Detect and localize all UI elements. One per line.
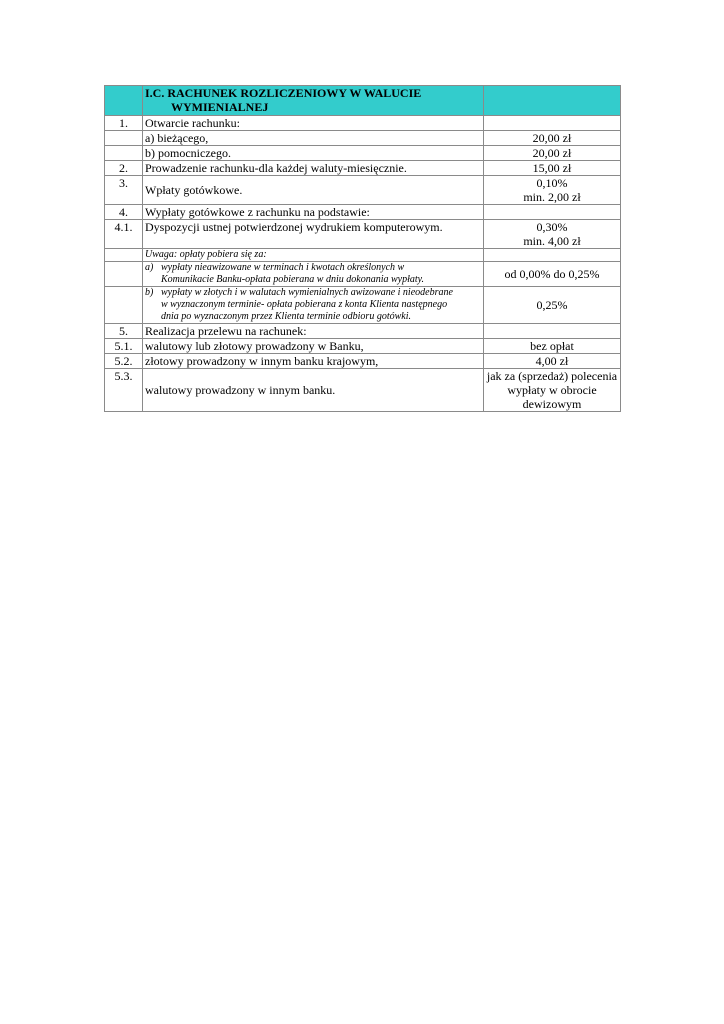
note-item-line: wypłaty nieawizowane w terminach i kwotach określonych w xyxy=(161,262,405,273)
note-item-row xyxy=(105,262,621,287)
row-number: 4. xyxy=(105,205,143,220)
note-text: Uwaga: opłaty pobiera się za: xyxy=(143,249,484,262)
note-item-b xyxy=(143,287,484,324)
row-number: 2. xyxy=(105,161,143,176)
row-amount xyxy=(484,116,621,131)
table-row xyxy=(105,176,621,205)
row-number: 5.1. xyxy=(105,339,143,354)
amount-line: dewizowym xyxy=(522,397,582,411)
note-item-line: wypłaty w złotych i w walutach wymienialnych awizowane i nieodebrane xyxy=(161,287,453,298)
row-amount: 4,00 zł xyxy=(484,354,621,369)
amount-line: 0,30% xyxy=(536,220,568,234)
table-header-row xyxy=(105,86,621,116)
note-item-label: a) xyxy=(145,262,154,273)
note-item-line: dnia po wyznaczonym przez Klienta terminie odbioru gotówki. xyxy=(161,311,411,322)
section-title-line2: WYMIENIALNEJ xyxy=(171,100,269,114)
row-number: 5. xyxy=(105,324,143,339)
amount-line: min. 2,00 zł xyxy=(523,190,581,204)
row-amount: 20,00 zł xyxy=(484,131,621,146)
table-row xyxy=(105,205,621,220)
row-number xyxy=(105,262,143,287)
note-item-label: b) xyxy=(145,287,154,298)
row-number xyxy=(105,249,143,262)
amount-line: 0,10% xyxy=(536,176,568,190)
table-row xyxy=(105,369,621,412)
section-title xyxy=(143,86,484,116)
row-amount: od 0,00% do 0,25% xyxy=(484,262,621,287)
row-description: a) bieżącego, xyxy=(143,131,484,146)
row-amount: 15,00 zł xyxy=(484,161,621,176)
table-row xyxy=(105,131,621,146)
amount-line: min. 4,00 zł xyxy=(523,234,581,248)
table-row xyxy=(105,354,621,369)
row-description: Otwarcie rachunku: xyxy=(143,116,484,131)
row-description: złotowy prowadzony w innym banku krajowym, xyxy=(143,354,484,369)
row-amount xyxy=(484,220,621,249)
row-number: 3. xyxy=(105,176,143,205)
row-description: Wypłaty gotówkowe z rachunku na podstawie: xyxy=(143,205,484,220)
note-item-row xyxy=(105,287,621,324)
row-amount: 0,25% xyxy=(484,287,621,324)
row-amount xyxy=(484,249,621,262)
fee-table xyxy=(104,85,621,412)
note-row xyxy=(105,249,621,262)
row-description: Dyspozycji ustnej potwierdzonej wydrukiem komputerowym. xyxy=(143,220,484,249)
row-amount: 20,00 zł xyxy=(484,146,621,161)
row-number: 1. xyxy=(105,116,143,131)
row-description: Realizacja przelewu na rachunek: xyxy=(143,324,484,339)
row-description: walutowy lub złotowy prowadzony w Banku, xyxy=(143,339,484,354)
row-amount xyxy=(484,205,621,220)
note-item-line: w wyznaczonym terminie- opłata pobierana z konta Klienta następnego xyxy=(161,299,448,310)
row-amount xyxy=(484,369,621,412)
row-description: b) pomocniczego. xyxy=(143,146,484,161)
amount-line: wypłaty w obrocie xyxy=(507,383,597,397)
table-row xyxy=(105,146,621,161)
row-number xyxy=(105,131,143,146)
row-description: Wpłaty gotówkowe. xyxy=(143,176,484,205)
row-number: 5.2. xyxy=(105,354,143,369)
row-amount xyxy=(484,176,621,205)
note-item-a xyxy=(143,262,484,287)
row-amount xyxy=(484,324,621,339)
row-description: walutowy prowadzony w innym banku. xyxy=(143,369,484,412)
amount-line: jak za (sprzedaż) polecenia xyxy=(486,369,618,383)
row-number xyxy=(105,146,143,161)
header-amount-cell xyxy=(484,86,621,116)
table-row xyxy=(105,116,621,131)
table-row xyxy=(105,220,621,249)
row-number xyxy=(105,287,143,324)
section-title-line1: I.C. RACHUNEK ROZLICZENIOWY W WALUCIE xyxy=(145,86,422,100)
table-row xyxy=(105,339,621,354)
row-description: Prowadzenie rachunku-dla każdej waluty-miesięcznie. xyxy=(143,161,484,176)
row-amount: bez opłat xyxy=(484,339,621,354)
row-number: 4.1. xyxy=(105,220,143,249)
note-item-line: Komunikacie Banku-opłata pobierana w dniu dokonania wypłaty. xyxy=(161,274,425,285)
row-number: 5.3. xyxy=(105,369,143,412)
table-row xyxy=(105,324,621,339)
table-row xyxy=(105,161,621,176)
header-num-cell xyxy=(105,86,143,116)
